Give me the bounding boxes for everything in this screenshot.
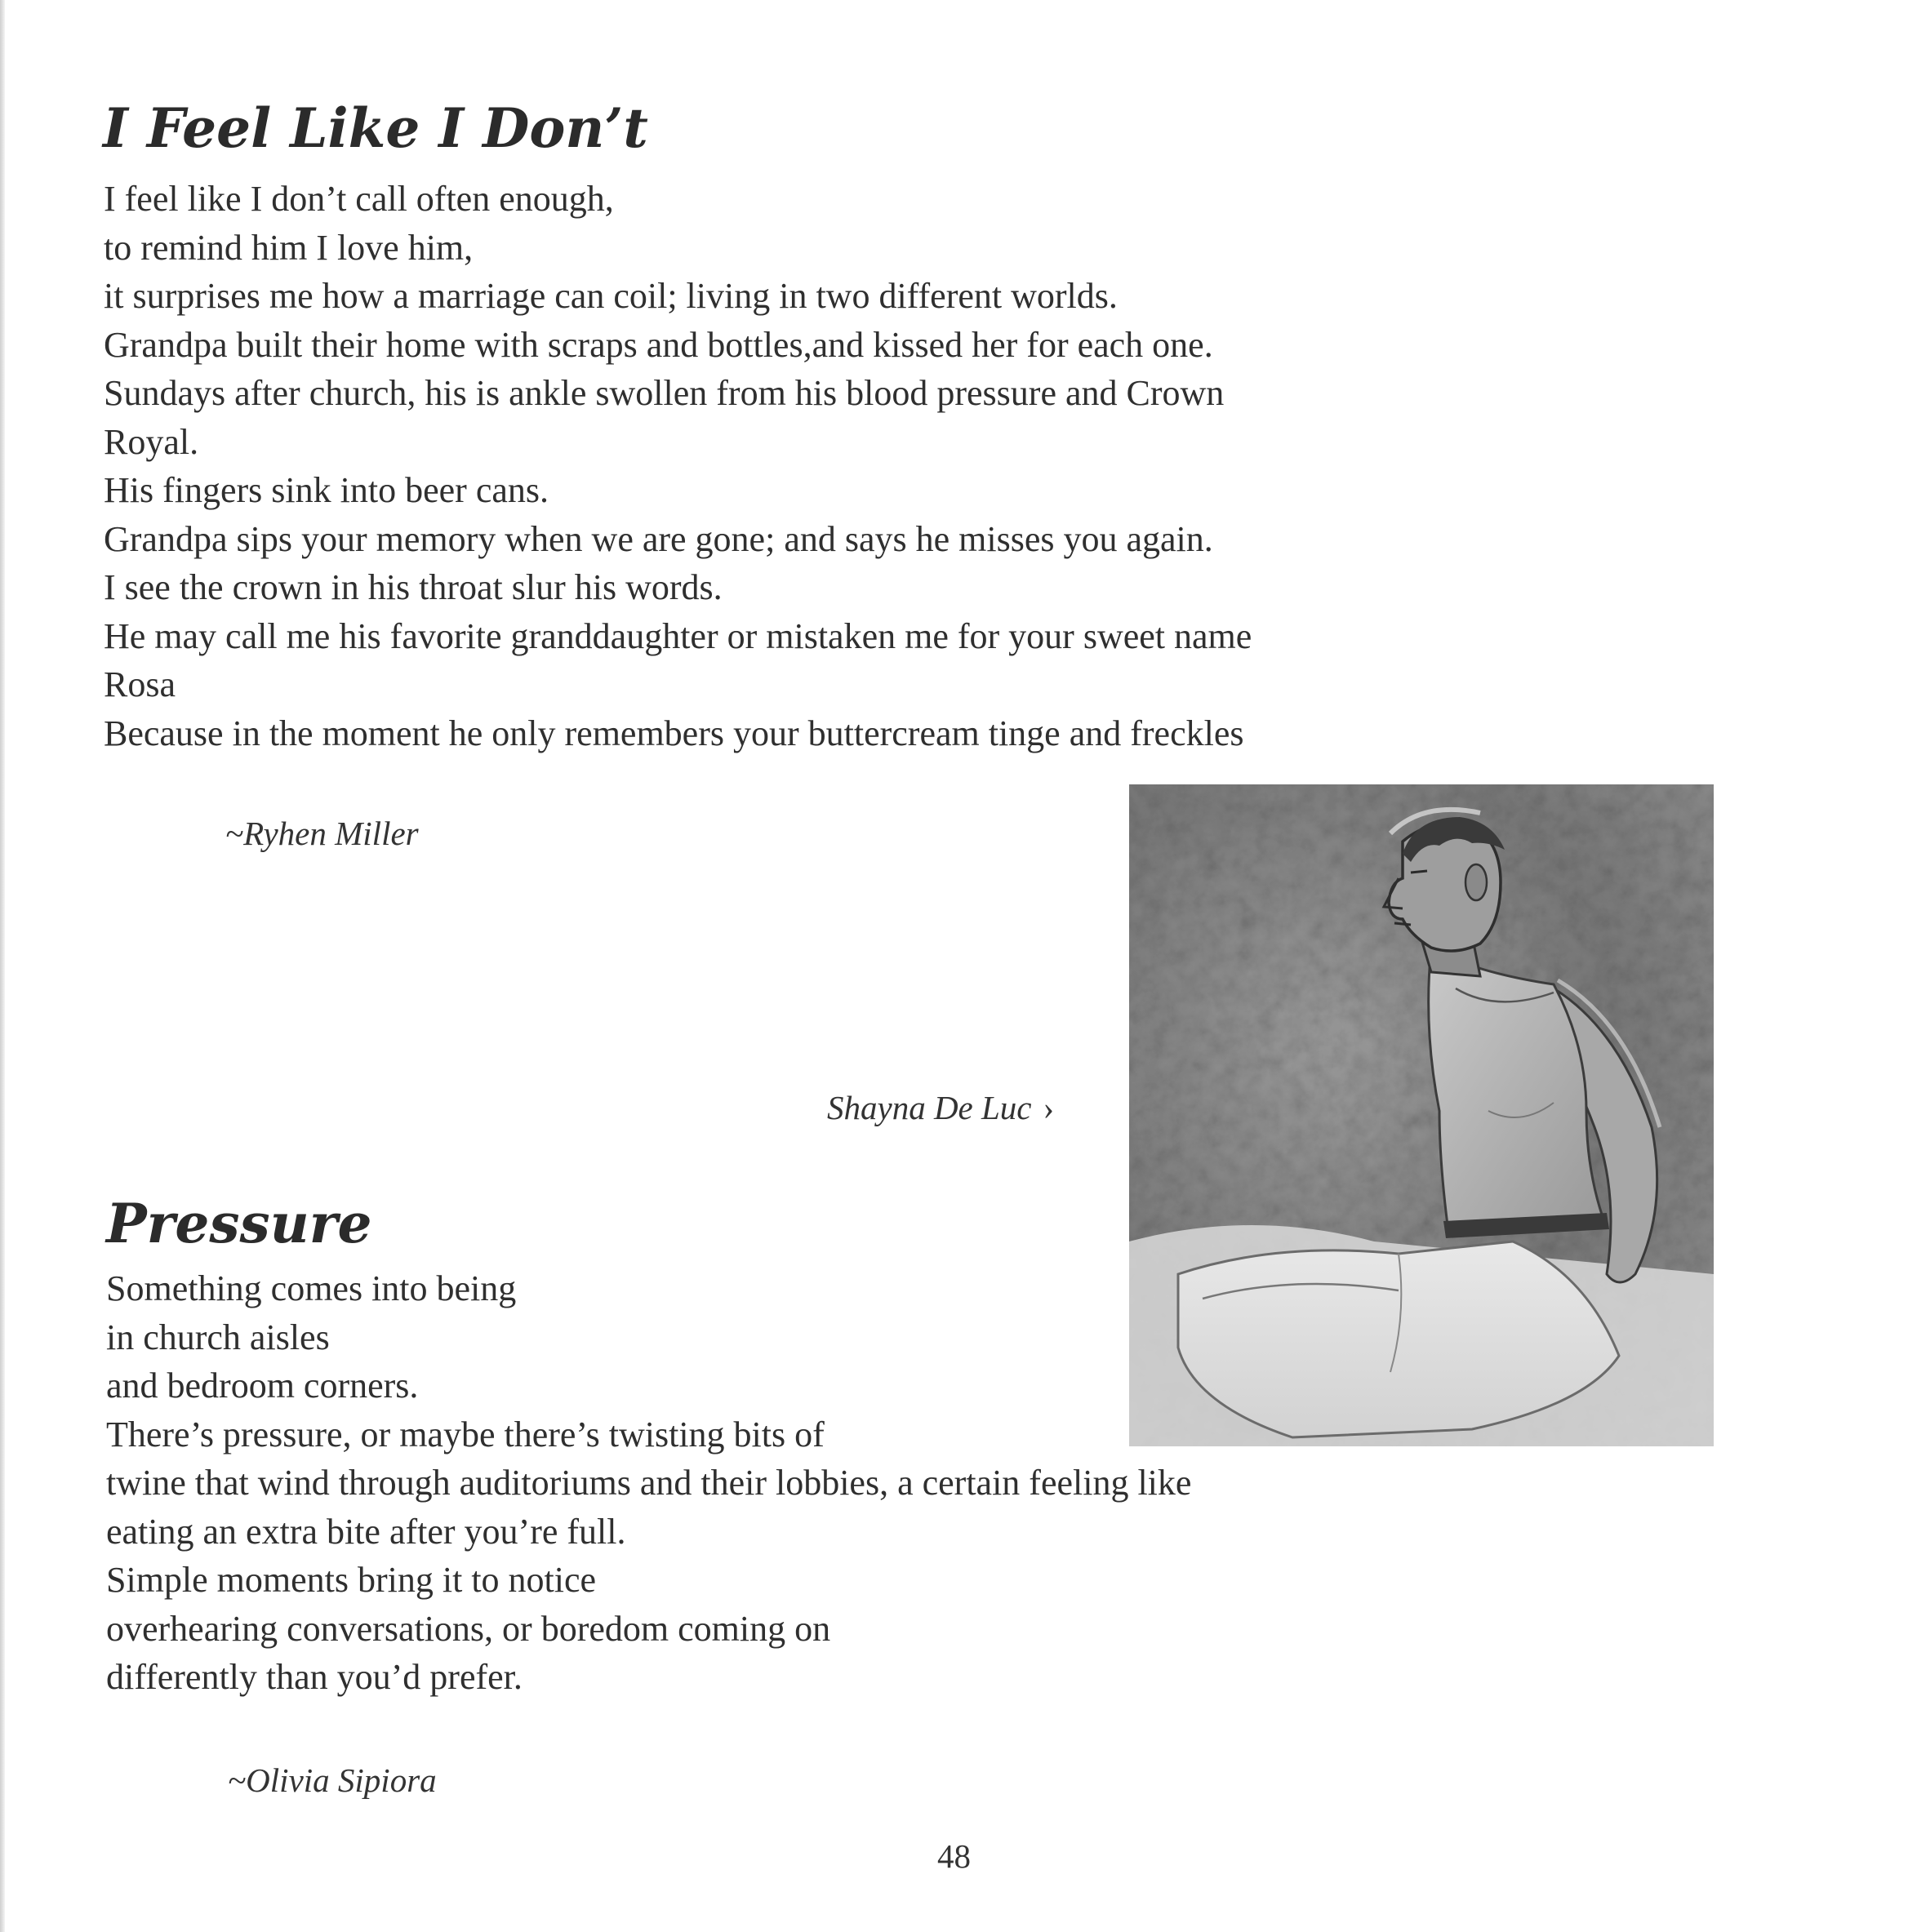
poem-line: Royal.: [104, 421, 199, 462]
arrow-right-icon: ›: [1043, 1089, 1055, 1126]
poem-line: eating an extra bite after you’re full.: [106, 1511, 626, 1552]
poem-line: He may call me his favorite granddaughter or mistaken me for your sweet name: [104, 615, 1252, 656]
poem-line: There’s pressure, or maybe there’s twisting bits of: [106, 1414, 825, 1455]
poem-line: in church aisles: [106, 1317, 330, 1357]
poem-line: Because in the moment he only remembers your buttercream tinge and freckles: [104, 713, 1244, 753]
page-number: 48: [937, 1837, 971, 1875]
poem-title-pressure: Pressure: [106, 1192, 372, 1255]
poem-line: Rosa: [104, 664, 176, 704]
poem-line: to remind him I love him,: [104, 227, 474, 268]
poem-line: twine that wind through auditoriums and their lobbies, a certain feeling like: [106, 1463, 1192, 1503]
poem-line: Simple moments bring it to notice: [106, 1560, 597, 1600]
poem-line: and bedroom corners.: [106, 1366, 419, 1406]
poem-line: it surprises me how a marriage can coil; living in two different worlds.: [104, 276, 1118, 316]
poem-line: Grandpa sips your memory when we are gone; and says he misses you again.: [104, 518, 1213, 559]
poem-line: Sundays after church, his is ankle swollen from his blood pressure and Crown: [104, 373, 1225, 413]
poem-author-ryhen-miller: ~Ryhen Miller: [225, 815, 419, 852]
poem-body-pressure: [106, 1264, 1191, 1702]
poem-author-olivia-sipiora: ~Olivia Sipiora: [228, 1761, 437, 1799]
poem-line: differently than you’d prefer.: [106, 1657, 523, 1697]
page-binding-edge: [0, 0, 5, 1932]
poem-title-i-feel-like-i-dont: I Feel Like I Don’t: [103, 96, 648, 160]
poem-body-i-feel-like-i-dont: [104, 175, 1252, 757]
charcoal-portrait-drawing: [1129, 784, 1714, 1446]
poem-line: overhearing conversations, or boredom coming on: [106, 1608, 831, 1649]
poem-line: Grandpa built their home with scraps and bottles,and kissed her for each one.: [104, 324, 1213, 365]
poem-line: His fingers sink into beer cans.: [104, 470, 549, 510]
poem-line: Something comes into being: [106, 1268, 517, 1308]
artwork-caption: [827, 1088, 1054, 1127]
artist-name: Shayna De Luc: [827, 1089, 1032, 1126]
poem-line: I see the crown in his throat slur his words.: [104, 567, 723, 607]
poem-line: I feel like I don’t call often enough,: [104, 179, 614, 219]
